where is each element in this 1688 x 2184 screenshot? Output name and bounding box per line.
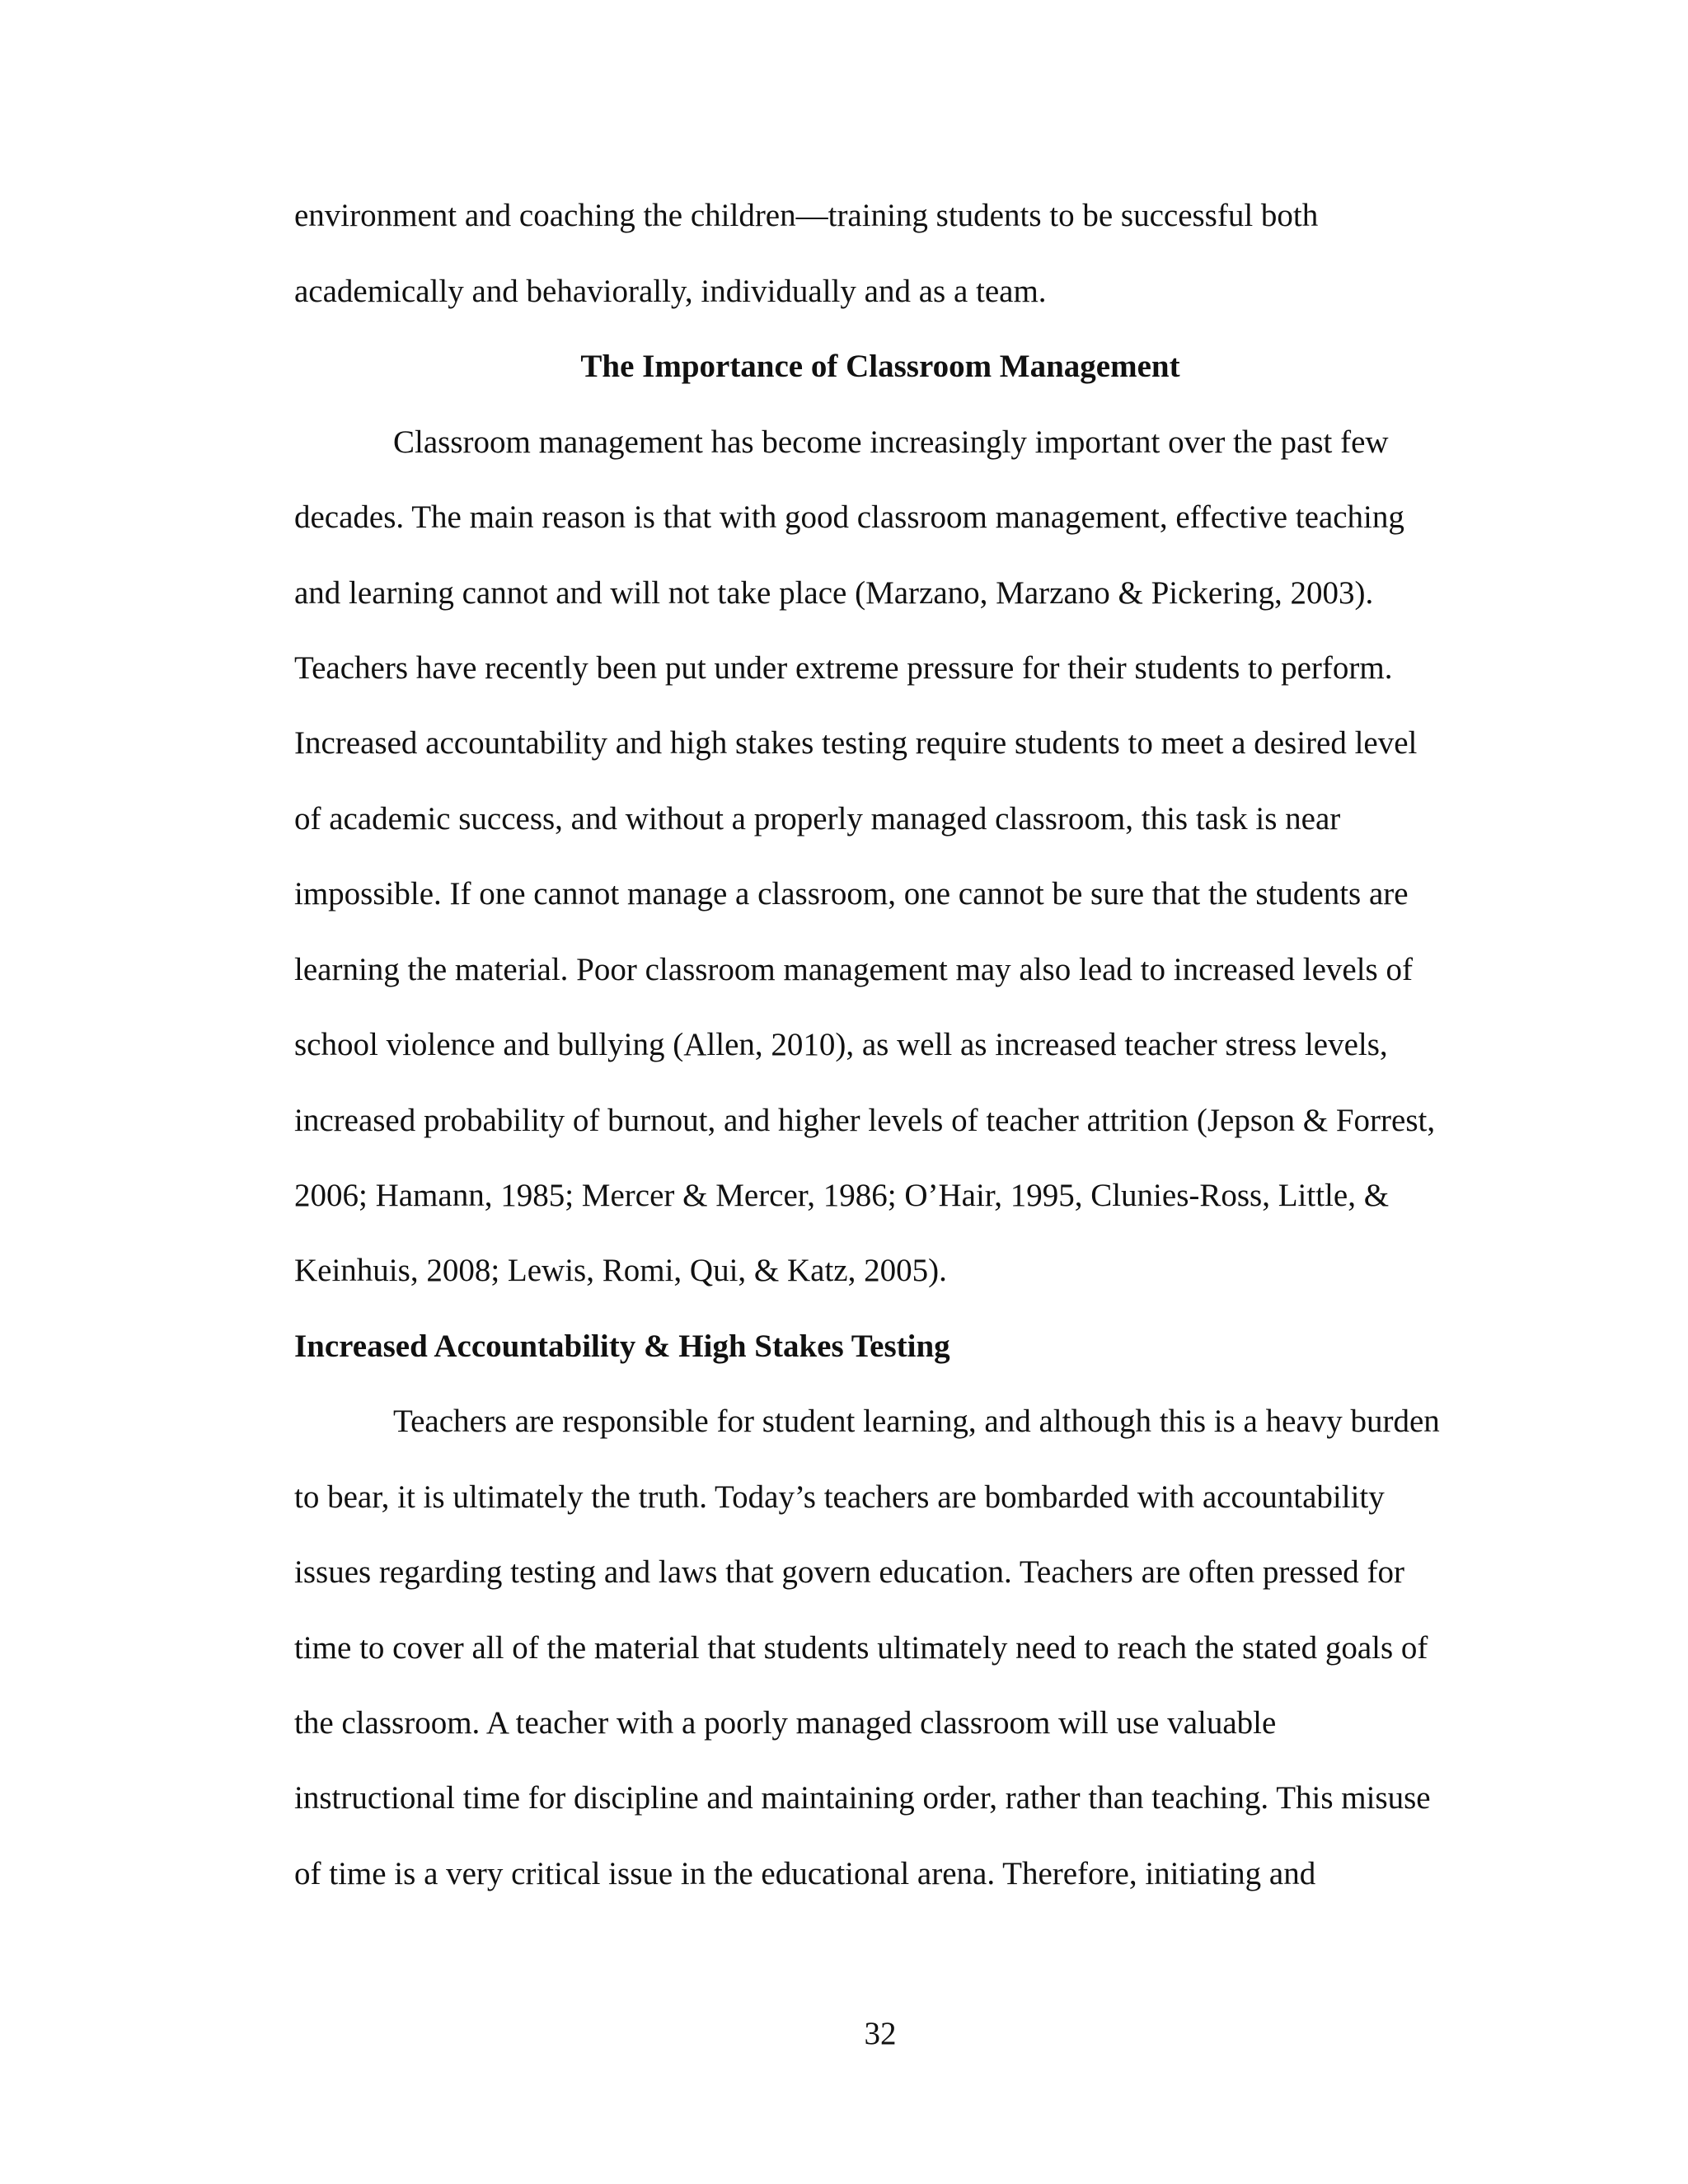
- body-text-line: and learning cannot and will not take place (Marzano, Marzano & Pickering, 2003).: [294, 575, 1374, 611]
- body-text-line: learning the material. Poor classroom management may also lead to increased levels of: [294, 952, 1413, 987]
- body-text-line: school violence and bullying (Allen, 2010), as well as increased teacher stress levels,: [294, 1027, 1388, 1062]
- body-text-line: instructional time for discipline and maintaining order, rather than teaching. This misuse: [294, 1780, 1431, 1816]
- body-text-line: time to cover all of the material that students ultimately need to reach the stated goals of: [294, 1630, 1428, 1666]
- paragraph-first-line: Classroom management has become increasingly important over the past few: [393, 424, 1389, 460]
- body-text-line: 2006; Hamann, 1985; Mercer & Mercer, 1986; O’Hair, 1995, Clunies-Ross, Little, &: [294, 1178, 1390, 1213]
- body-text-line: the classroom. A teacher with a poorly managed classroom will use valuable: [294, 1705, 1277, 1741]
- subsection-heading: Increased Accountability & High Stakes Testing: [294, 1329, 950, 1364]
- body-text-line: impossible. If one cannot manage a classroom, one cannot be sure that the students are: [294, 876, 1409, 912]
- body-text-line: of time is a very critical issue in the educational arena. Therefore, initiating and: [294, 1856, 1316, 1891]
- page-number: 32: [864, 2016, 897, 2051]
- body-text-line: decades. The main reason is that with good classroom management, effective teaching: [294, 499, 1404, 535]
- body-text-line: increased probability of burnout, and higher levels of teacher attrition (Jepson & Forrest,: [294, 1103, 1436, 1138]
- body-text-line: environment and coaching the children—training students to be successful both: [294, 198, 1319, 233]
- body-text-line: Keinhuis, 2008; Lewis, Romi, Qui, & Katz, 2005).: [294, 1253, 947, 1288]
- body-text-line: Increased accountability and high stakes testing require students to meet a desired level: [294, 725, 1418, 761]
- body-text-line: of academic success, and without a properly managed classroom, this task is near: [294, 801, 1341, 837]
- paragraph-first-line: Teachers are responsible for student learning, and although this is a heavy burden: [393, 1404, 1440, 1439]
- section-heading: The Importance of Classroom Management: [580, 349, 1180, 384]
- body-text-line: Teachers have recently been put under extreme pressure for their students to perform.: [294, 650, 1393, 686]
- body-text-line: academically and behaviorally, individually and as a team.: [294, 274, 1047, 309]
- body-text-line: issues regarding testing and laws that govern education. Teachers are often pressed for: [294, 1554, 1405, 1590]
- body-text-line: to bear, it is ultimately the truth. Today’s teachers are bombarded with accountability: [294, 1479, 1385, 1515]
